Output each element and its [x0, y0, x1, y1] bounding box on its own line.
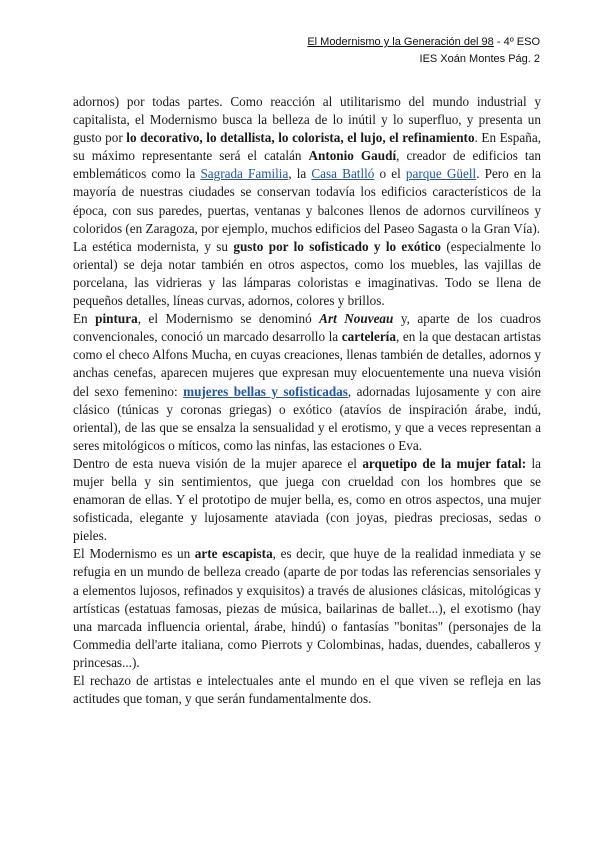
- text: La estética modernista, y su: [73, 238, 234, 254]
- link-sagrada-familia[interactable]: Sagrada Familia: [200, 166, 289, 182]
- header-line-1: [307, 34, 540, 51]
- text: la mujer bella y sin sentimientos, que juega con crueldad con los hombres que se enamoran de ellas. Y el prototipo de mujer bella, es, como en otros aspectos, una mujer sofisticada, elegante y lujosamente ataviada (con joyas, piedras preciosas, sedas o pieles.: [73, 455, 541, 544]
- text: y, aparte de los cuadros convencionales, conoció un marcado desarrollo la: [73, 311, 541, 345]
- text: , en la que destacan artistas como el checo Alfons Mucha, en cuyas creaciones, llenas también de detalles, adornos y anchas cenefas, aparecen mujeres que expresan muy elocuentemente una nueva visión del sexo femenino:: [73, 329, 541, 399]
- text: (especialmente lo oriental) se deja notar también en otros aspectos, como los muebles, las vajillas de porcelana, las vidrieras y las lámparas coloristas e imaginativas. Todo se llena de pequeños detalles, líneas curvas, adornos, colores y brillos.: [73, 238, 541, 309]
- text: En: [73, 311, 96, 327]
- text: , creador de edificios tan emblemáticos como la: [73, 148, 542, 182]
- link-parque-guell[interactable]: parque Güell: [405, 166, 477, 182]
- header-page-number: Pág. 2: [508, 53, 540, 65]
- text: o el: [374, 166, 406, 182]
- text: , es decir, que huye de la realidad inmediata y se refugia en un mundo de belleza creado (aparte de por todas las referencias sensoriales y a elementos lujosos, refinados y exquisitos) a través de alusiones clásicas, mitológicas y artísticas (estatuas famosas, piezas de música, bailarinas de ballet...), el exotismo (hay una marcada influencia oriental, árabe, hindú) o fantasías "bonitas" (personajes de la Commedia dell'arte italiana, como Pierrots y Colombinas, hadas, duendes, caballeros y princesas...).: [73, 546, 541, 670]
- header-line-2: [307, 51, 540, 68]
- link-casa-batllo[interactable]: Casa Batlló: [311, 166, 375, 182]
- text: . En España, su máximo representante será el catalán: [73, 130, 541, 164]
- header-school: IES Xoán Montes: [419, 53, 506, 65]
- text: El Modernismo es un: [73, 546, 195, 562]
- bold-text: gusto por lo sofisticado y lo exótico: [233, 238, 441, 254]
- bold-text: arquetipo de la mujer fatal:: [362, 455, 527, 471]
- text: , el Modernismo se denominó: [137, 311, 320, 327]
- text: El rechazo de artistas e intelectuales ante el mundo en el que viven se refleja en las actitudes que toman, y que serán fundamentalmente dos.: [73, 673, 541, 707]
- text: , adornadas lujosamente y con aire clásico (túnicas y coronas griegas) o exótico (atavíos de inspiración árabe, indú, oriental), de las que se ensalza la sensualidad y el erotismo, y que a veces representan a seres mitológicos o míticos, como las ninfas, las estaciones o Eva.: [73, 383, 542, 453]
- paragraph-pintura: [73, 310, 541, 455]
- paragraph-mujer-fatal: [73, 455, 541, 545]
- text: , la: [288, 166, 312, 182]
- paragraph-gaudi: [73, 93, 541, 238]
- bold-italic-text: Art Nouveau: [319, 311, 394, 327]
- link-mujeres-bellas[interactable]: mujeres bellas y sofisticadas: [183, 383, 348, 399]
- text: Dentro de esta nueva visión de la mujer aparece el: [73, 455, 363, 471]
- bold-text: lo decorativo, lo detallista, lo colorista, el lujo, el refinamiento: [126, 130, 475, 146]
- text: adornos) por todas partes. Como reacción al utilitarismo del mundo industrial y capitalista, el Modernismo busca la belleza de lo inútil y lo superfluo, y presenta un gusto por: [73, 94, 541, 146]
- paragraph-arte-escapista: [73, 545, 541, 672]
- paragraph-rechazo: [73, 672, 541, 708]
- header-title: El Modernismo y la Generación del 98: [307, 36, 494, 48]
- text: . Pero en la mayoría de nuestras ciudades se conservan todavía los edificios característicos de la época, con sus paredes, puertas, ventanas y balcones llenos de adornos curvilíneos y coloridos (en Zaragoza, por ejemplo, muchos edificios del Paseo Sagasta o la Gran Vía).: [73, 166, 541, 236]
- page-header: [307, 34, 540, 68]
- header-course: - 4º ESO: [493, 36, 540, 48]
- bold-text: Antonio Gaudí: [308, 148, 397, 164]
- bold-text: cartelería: [341, 329, 396, 345]
- paragraph-estetica: [73, 238, 541, 310]
- bold-text: arte escapista: [194, 546, 273, 562]
- document-body: [73, 93, 541, 708]
- bold-text: pintura: [95, 311, 138, 327]
